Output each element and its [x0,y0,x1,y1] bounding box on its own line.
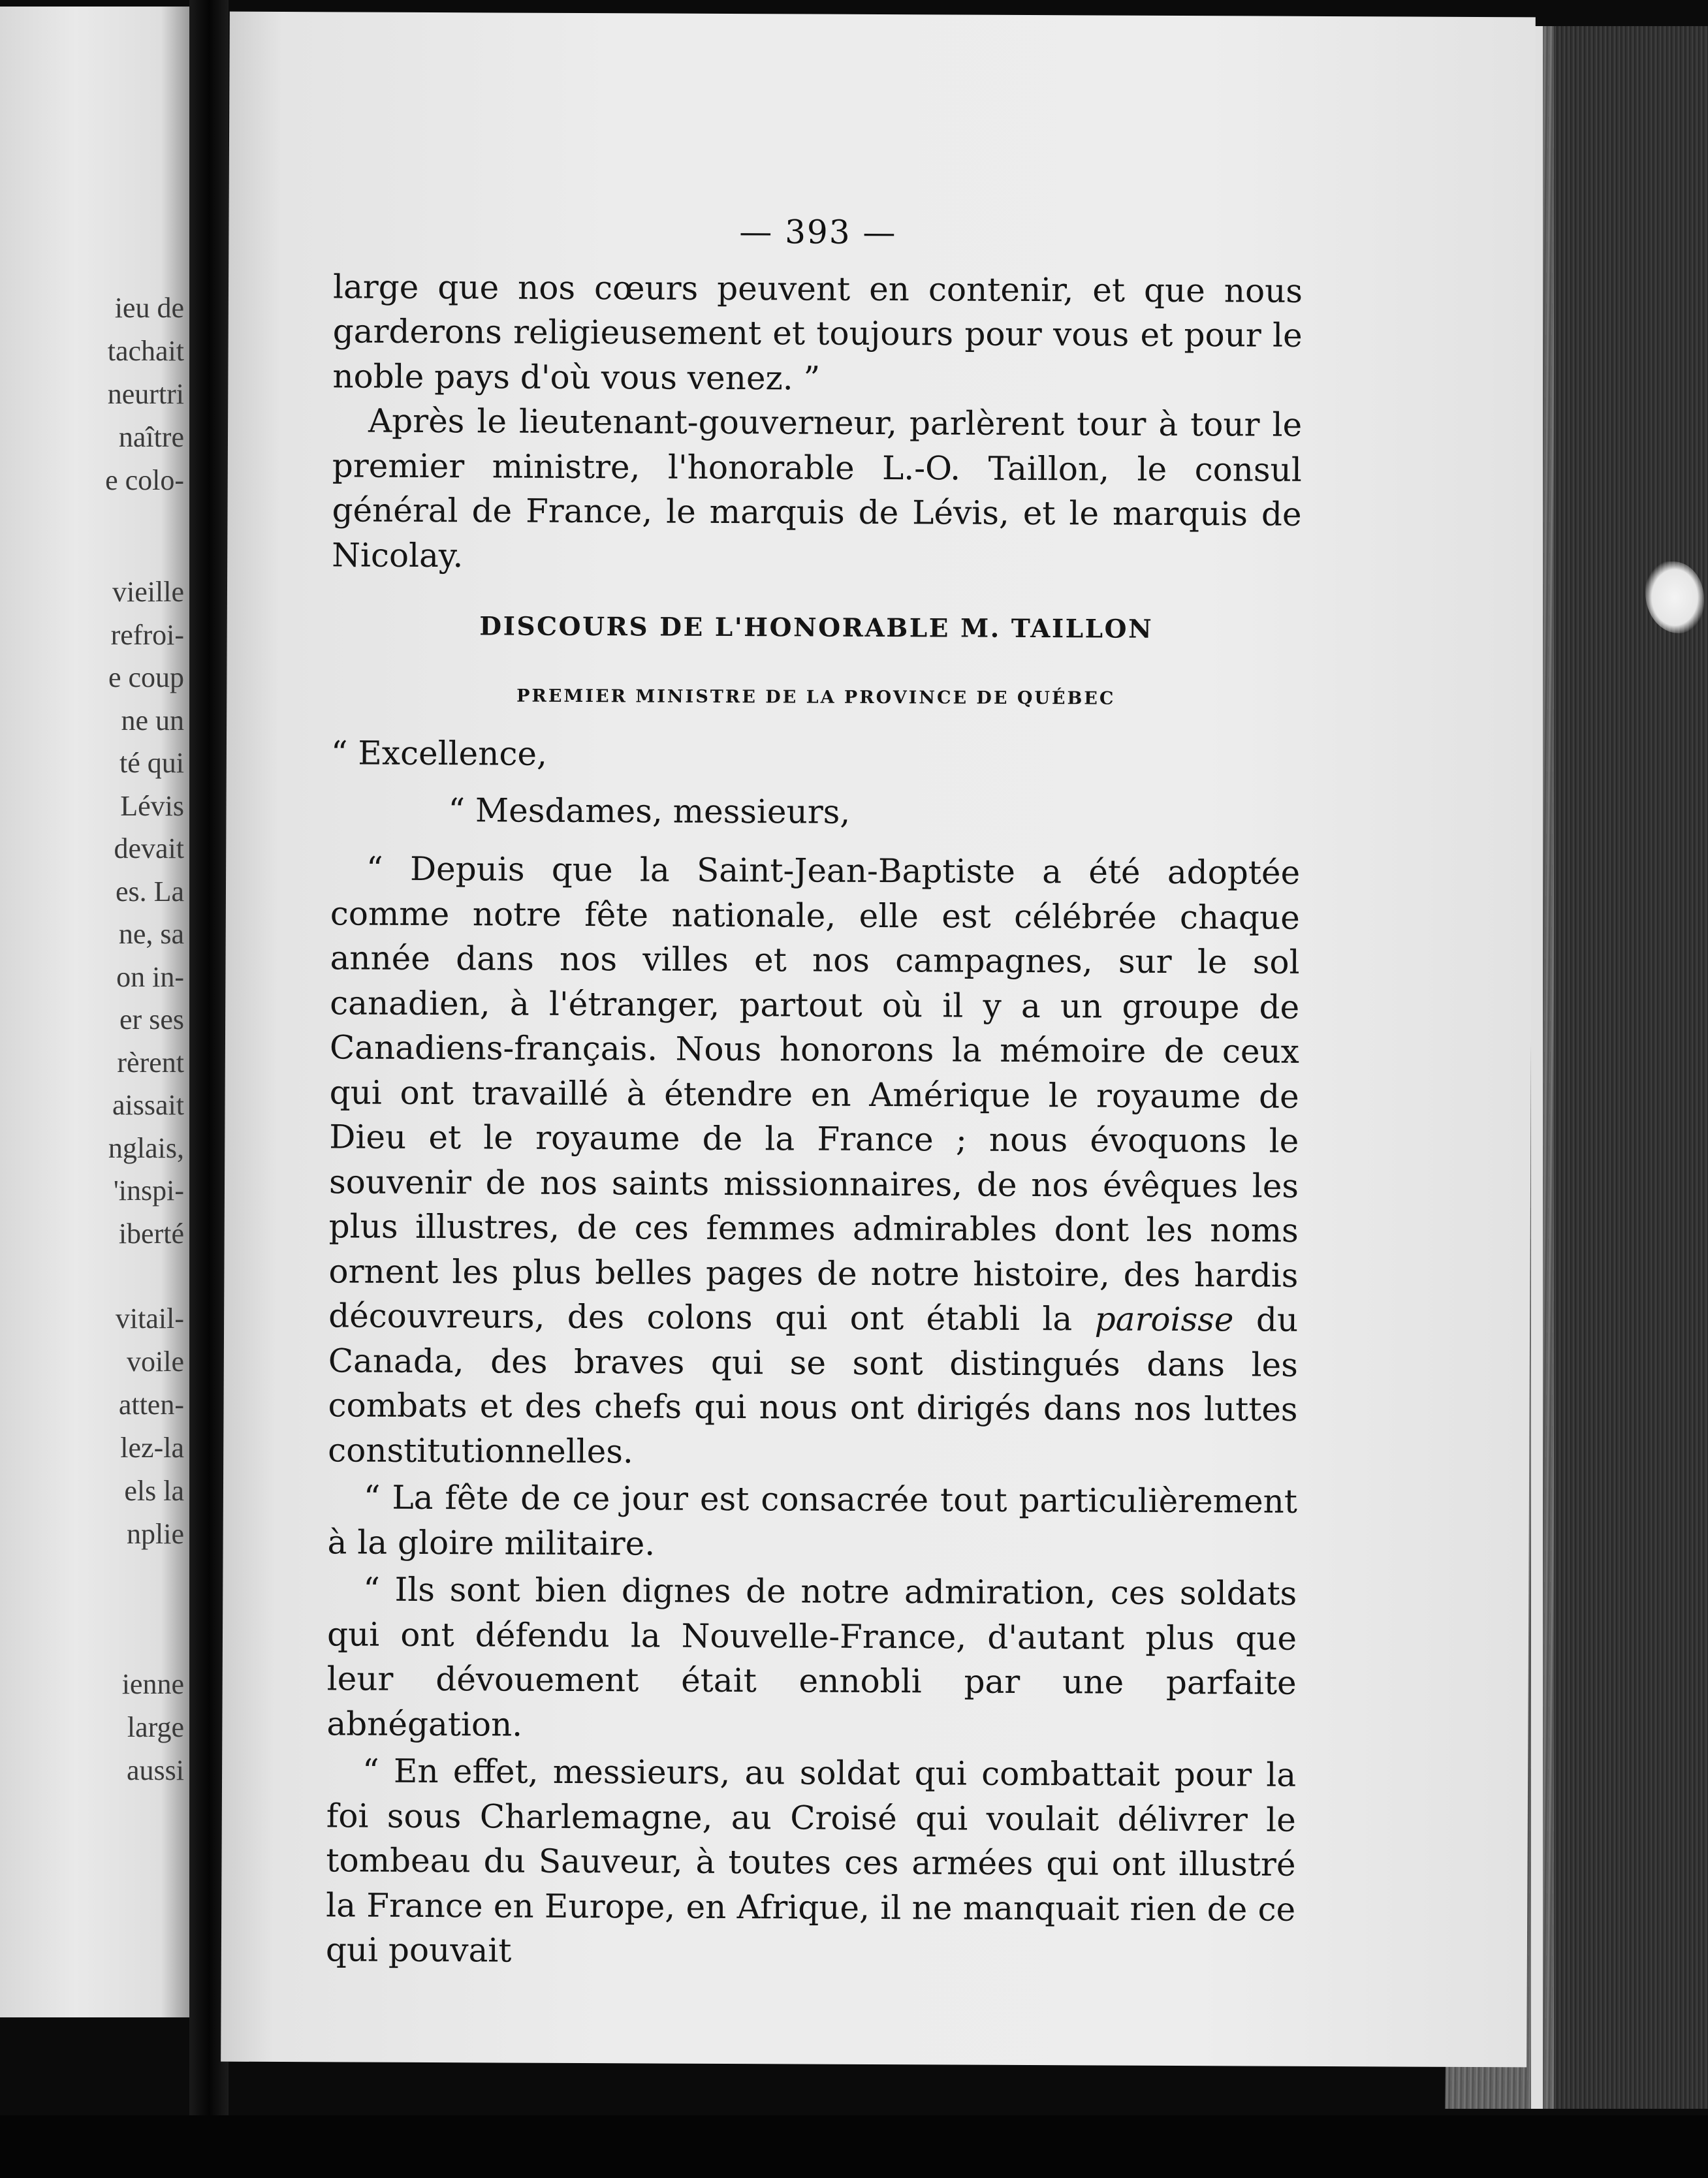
page-stack-shadow [1554,26,1708,2109]
left-page-line-fragment: Lévis [120,789,184,822]
left-page-line-fragment: er ses [119,1003,184,1035]
left-page-line-fragment: devait [114,832,184,864]
left-page-line-fragment: ienne [121,1668,184,1700]
salutation-excellence: “ Excellence, [330,734,548,773]
salutation-mesdames: “ Mesdames, messieurs, [448,791,851,831]
left-page-line-fragment: ne, sa [118,918,184,950]
left-page-line-fragment: nglais, [108,1131,184,1164]
left-page-line-fragment: refroi- [110,618,184,651]
left-page-line-fragment: iberté [118,1217,184,1250]
left-page-line-fragment: tachait [107,335,184,367]
left-page-line-fragment: on in- [116,960,184,993]
page-text-block [326,208,1303,1976]
left-page-line-fragment: neurtri [107,378,184,410]
speech-heading: DISCOURS DE L'HONORABLE M. TAILLON [479,611,1154,644]
left-page-line-fragment: es. La [115,875,184,908]
right-page [221,12,1536,2068]
narrative-paragraph: Après le lieutenant-gouverneur, parlèrent tour à tour le premier ministre, l'honorable L.-O. Taillon, le consul général de France, le marquis de Lévis, et le marquis de Nicolay. [332,402,1303,575]
left-page-line-fragment: aussi [127,1754,184,1786]
speech-subheading: PREMIER MINISTRE DE LA PROVINCE DE QUÉBEC [516,686,1116,709]
left-page-line-fragment: lez-la [120,1432,184,1464]
speech-paragraph-4: “ En effet, messieurs, au soldat qui combattait pour la foi sous Charlemagne, au Croisé qui voulait délivrer le tombeau du Sauveur, à toutes ces armées qui ont illustré la France en Europe, en Afrique, il ne manquait rien de ce qui pouvait [325,1752,1297,1970]
speech-text: du Canada, des braves qui se sont distingués dans les combats et des chefs qui nous ont dirigés dans nos luttes constitutionnelles. [328,1301,1299,1470]
left-page-line-fragment: ne un [121,704,184,736]
left-page-line-fragment: vitail- [115,1302,184,1334]
left-page-line-fragment: voile [127,1346,184,1378]
speech-paragraph-1 [328,846,1300,1476]
left-page-line-fragment: e colo- [105,464,184,496]
left-page-line-fragment: naître [118,421,184,453]
left-page-line-fragment: aissait [112,1089,184,1121]
left-page-line-fragment: té qui [119,747,184,779]
left-page-line-fragment: els la [124,1475,184,1507]
left-page-line-fragment: large [127,1711,184,1743]
left-page-line-fragment: 'inspi- [113,1175,184,1207]
left-page-line-fragment: nplie [127,1518,184,1550]
page-number: — 393 — [739,213,897,252]
continued-paragraph: large que nos cœurs peuvent en contenir, et que nous garderons religieusement et toujours pour vous et pour le noble pays d'où vous venez. ” [332,267,1303,398]
left-page-line-fragment: rèrent [117,1046,184,1079]
left-facing-page [0,7,189,2017]
left-page-line-fragment: e coup [108,661,184,693]
left-page-line-fragment: atten- [118,1389,184,1421]
scan-bottom-border [0,2115,1708,2178]
speech-paragraph-3: “ Ils sont bien dignes de notre admiration, ces soldats qui ont défendu la Nouvelle-France, d'autant plus que leur dévouement était ennobli par une parfaite abnégation. [326,1570,1297,1744]
speech-text: “ Depuis que la Saint-Jean-Baptiste a été adoptée comme notre fête nationale, elle est célébrée chaque année dans nos villes et nos campagnes, sur le sol canadien, à l'étranger, partout où il y a un groupe de Canadiens-français. Nous honorons la mémoire de ceux qui ont travaillé à étendre en Amérique le royaume de Dieu et le royaume de la France ; nous évoquons le souvenir de nos saints missionnaires, de nos évêques les plus illustres, de ces femmes admirables dont les noms ornent les plus belles pages de notre histoire, des hardis découvreurs, des colons qui ont établi la [328,849,1301,1338]
left-page-line-fragment: vieille [112,576,184,608]
left-page-line-fragment: ieu de [114,292,184,324]
speech-paragraph-2: “ La fête de ce jour est consacrée tout particulièrement à la gloire militaire. [327,1478,1298,1563]
italic-term: paroisse [1094,1300,1234,1339]
